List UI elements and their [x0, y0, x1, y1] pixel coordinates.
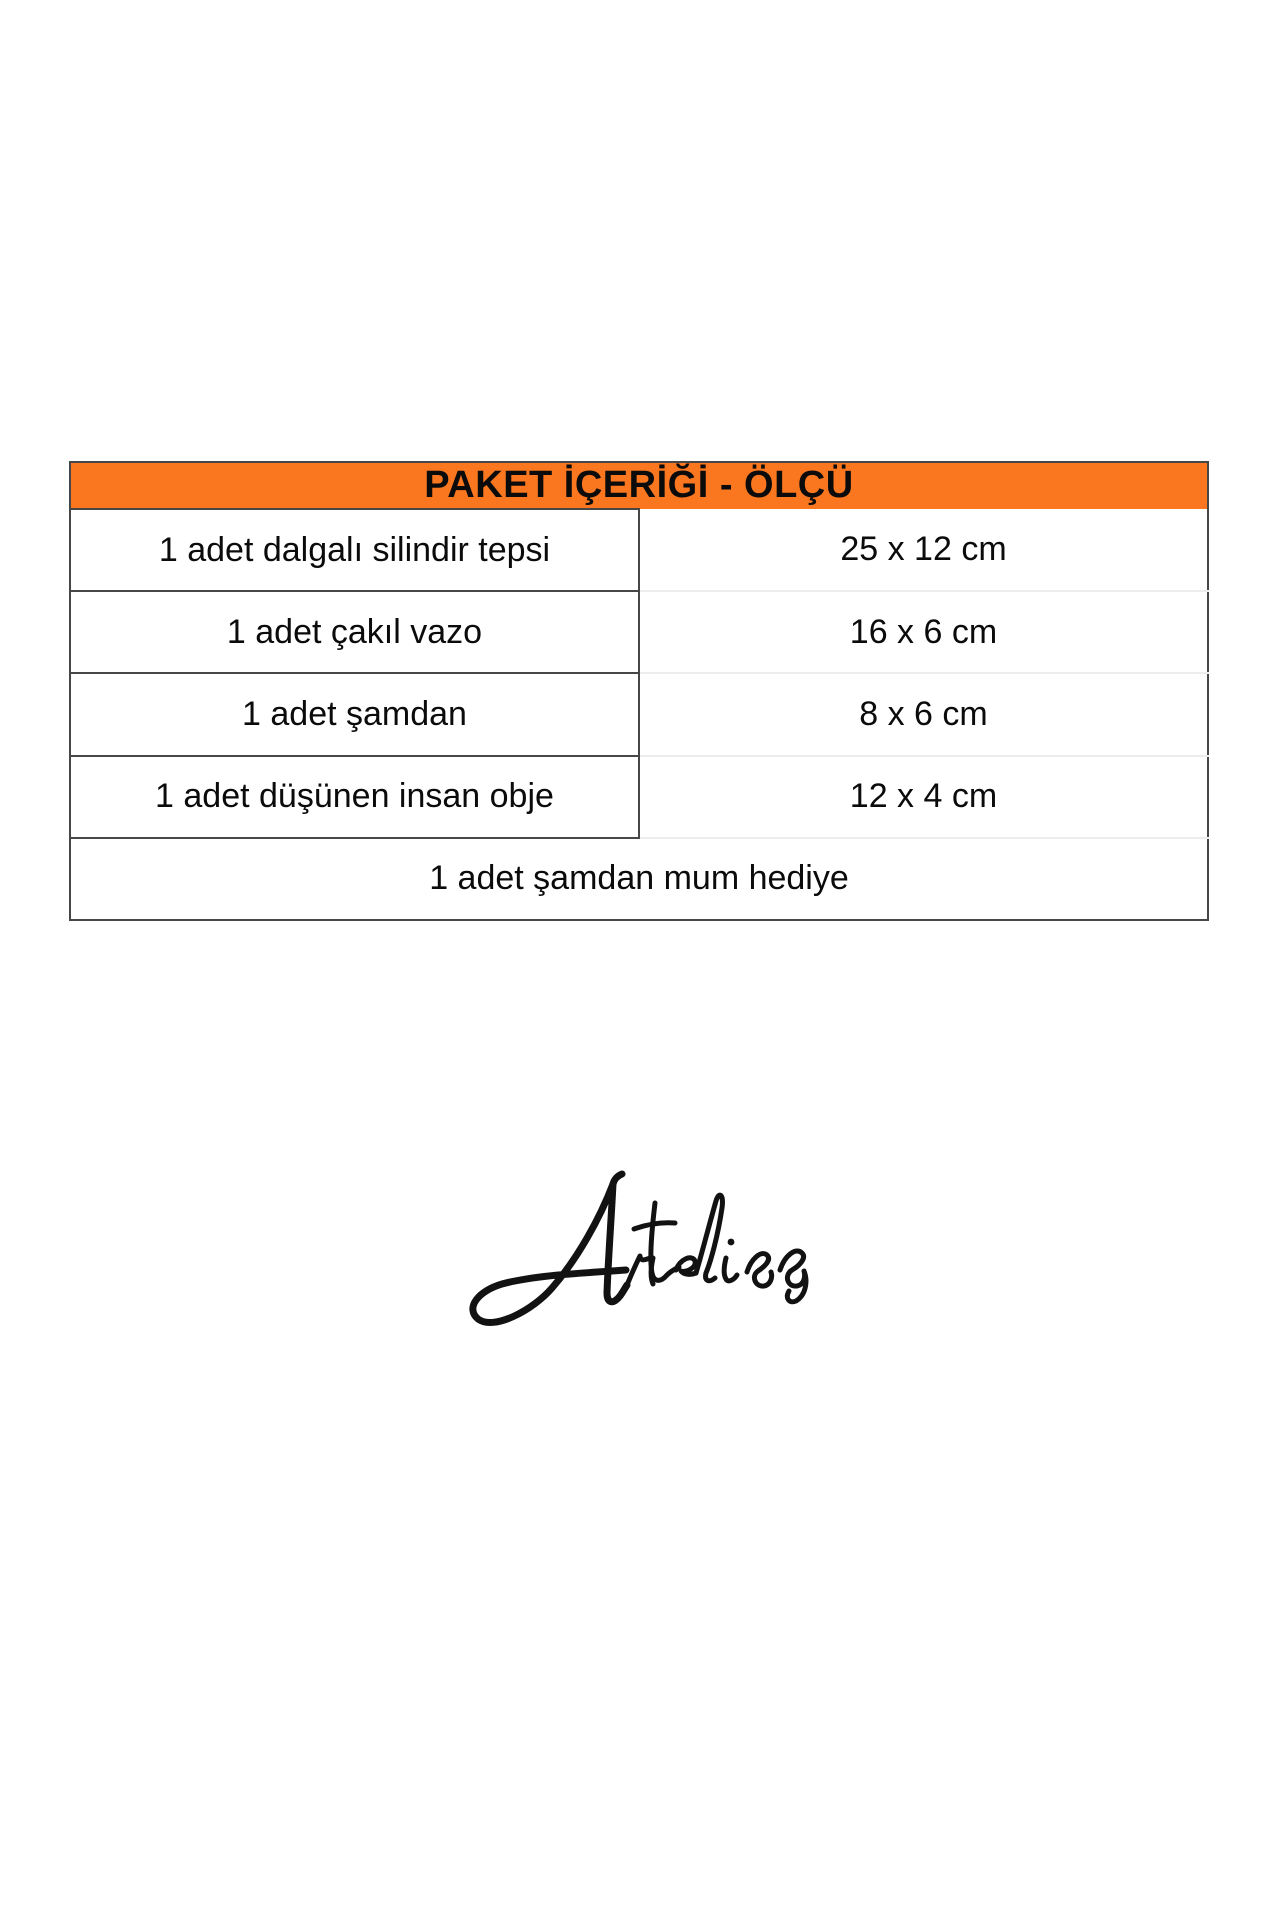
table-row	[70, 509, 1208, 591]
signature-a-flourish	[473, 1174, 626, 1322]
arteliss-signature-art	[430, 1163, 830, 1353]
item-size: 16 x 6 cm	[639, 591, 1208, 673]
signature-letter-i	[724, 1258, 737, 1281]
table-row	[70, 591, 1208, 673]
signature-letter-e	[676, 1258, 696, 1275]
table-header-row	[70, 462, 1208, 509]
brand-name	[430, 1353, 431, 1354]
signature-i-dot	[728, 1239, 735, 1246]
signature-a-leg	[607, 1184, 627, 1302]
item-size: 25 x 12 cm	[639, 509, 1208, 591]
brand-signature	[430, 1163, 830, 1353]
table-gift-row	[70, 838, 1208, 920]
item-name: 1 adet dalgalı silindir tepsi	[70, 509, 639, 591]
item-name: 1 adet çakıl vazo	[70, 591, 639, 673]
item-name: 1 adet düşünen insan obje	[70, 756, 639, 838]
item-size: 8 x 6 cm	[639, 673, 1208, 755]
table-row	[70, 673, 1208, 755]
package-contents-table	[69, 461, 1209, 921]
item-name: 1 adet şamdan	[70, 673, 639, 755]
signature-letter-l	[696, 1195, 722, 1281]
table-title: PAKET İÇERİĞİ - ÖLÇÜ	[70, 462, 1208, 509]
table-row	[70, 756, 1208, 838]
signature-letter-s1	[747, 1254, 772, 1286]
signature-letter-s2	[780, 1251, 806, 1302]
gift-item: 1 adet şamdan mum hediye	[429, 859, 849, 898]
item-size: 12 x 4 cm	[639, 756, 1208, 838]
